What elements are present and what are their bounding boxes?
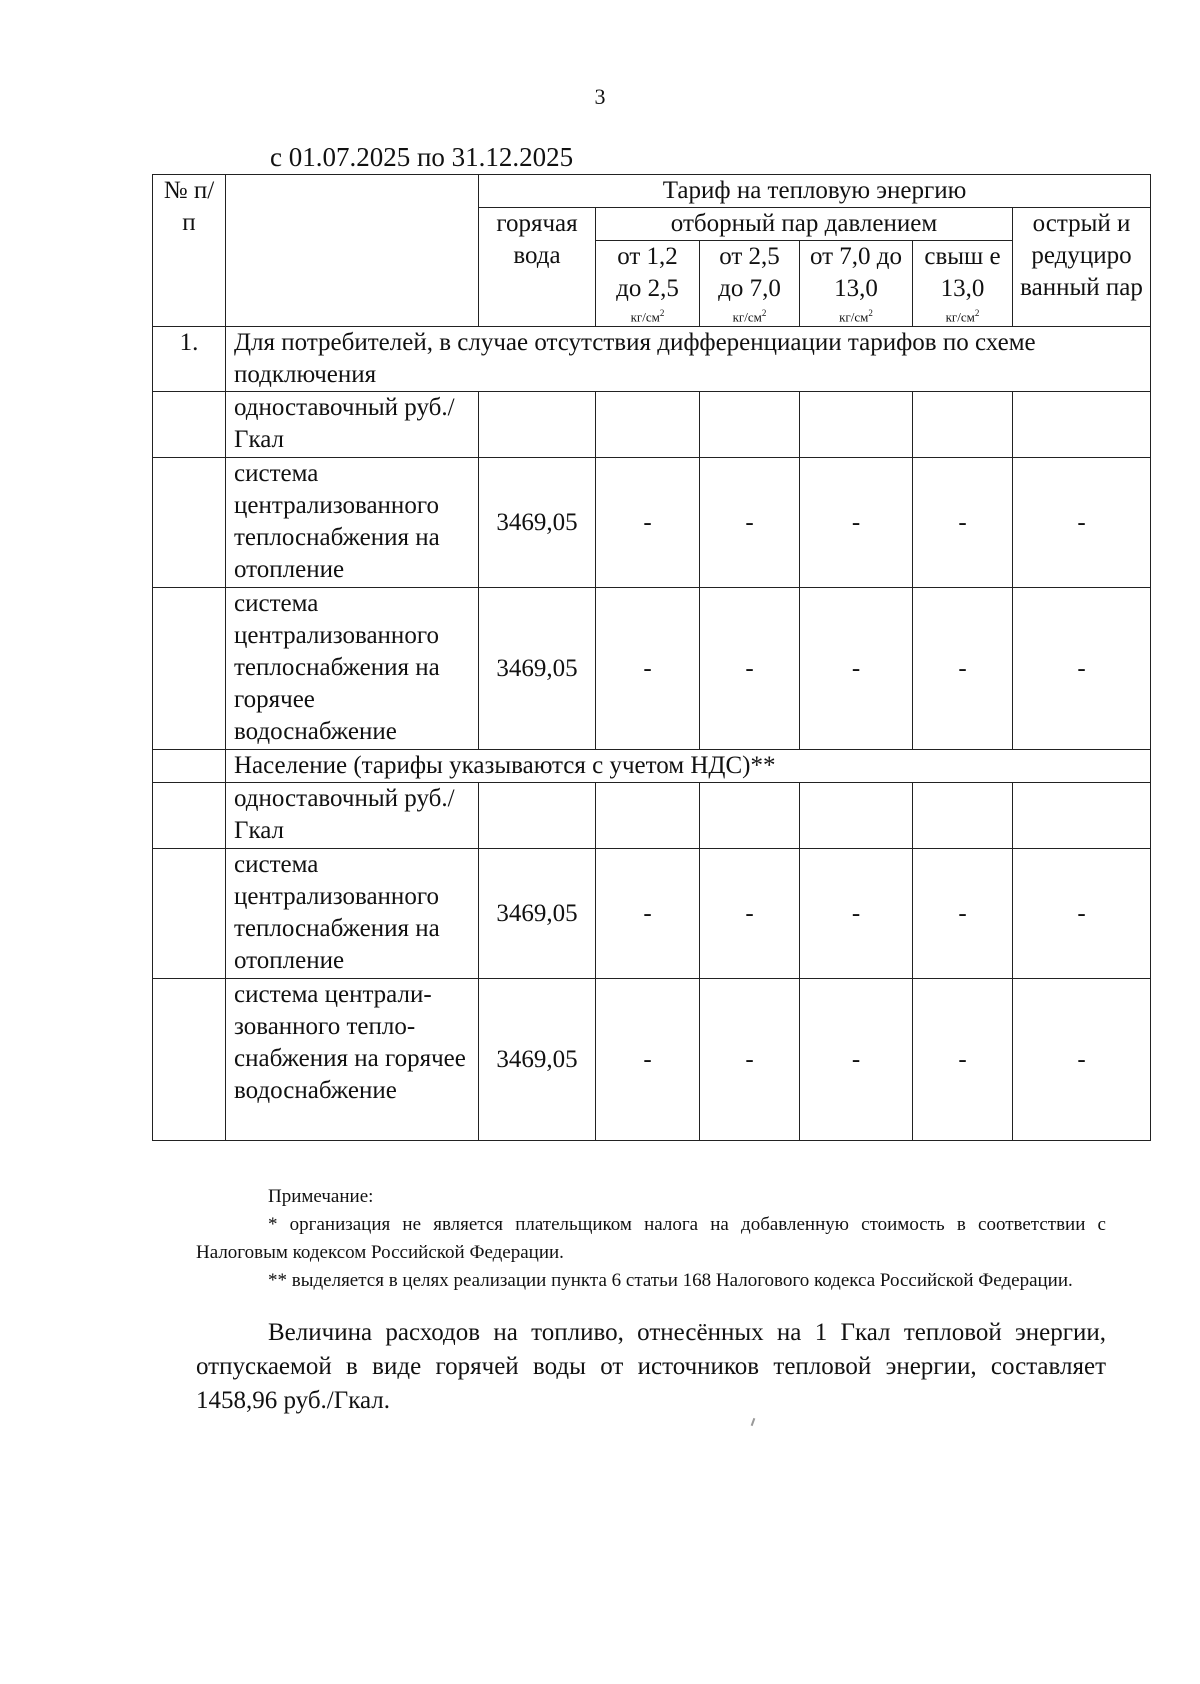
header-steam-col-1: от 1,2 до 2,5 $кг/см^2$ (596, 241, 700, 327)
row-description: система централи- зованного тепло- снабжения на горячее водоснабжение (226, 979, 479, 1141)
steam-value: - (800, 979, 913, 1141)
table-row (153, 458, 1151, 588)
sharp-steam-value: - (1013, 979, 1151, 1141)
table-row (153, 849, 1151, 979)
header-tariff-title: Тариф на тепловую энергию (479, 175, 1151, 208)
notes-heading: Примечание: (268, 1186, 374, 1207)
steam-value: - (800, 458, 913, 588)
header-blank (226, 175, 479, 327)
steam-value: - (800, 849, 913, 979)
header-steam-col-4: свыш е 13,0 $кг/см^2$ (913, 241, 1013, 327)
note-2: ** выделяется в целях реализации пункта 6 статьи 168 Налогового кодекса Российской Федерации. (268, 1270, 1073, 1291)
header-sharp-steam: острый и редуциро ванный пар (1013, 208, 1151, 327)
steam-value (800, 392, 913, 458)
steam-value: - (913, 979, 1013, 1141)
steam-value: - (596, 849, 700, 979)
header-hot-water: горячая вода (479, 208, 596, 327)
header-num: № п/п (153, 175, 226, 327)
table-row (153, 783, 1151, 849)
page-number: 3 (594, 84, 606, 109)
section-1-number: 1. (153, 327, 226, 392)
sharp-steam-value: - (1013, 458, 1151, 588)
hot-water-value: 3469,05 (479, 458, 596, 588)
sharp-steam-value: - (1013, 588, 1151, 750)
header-steam-col-3: от 7,0 до 13,0 $кг/см^2$ (800, 241, 913, 327)
steam-value (913, 783, 1013, 849)
steam-value (596, 392, 700, 458)
table-row (153, 392, 1151, 458)
hot-water-value (479, 392, 596, 458)
steam-value: - (700, 588, 800, 750)
steam-value (596, 783, 700, 849)
row-description: система централизованного теплоснабжения на отопление (226, 458, 479, 588)
hot-water-value: 3469,05 (479, 588, 596, 750)
header-steam-col-2: от 2,5 до 7,0 $кг/см^2$ (700, 241, 800, 327)
steam-value: - (800, 588, 913, 750)
steam-value: - (700, 458, 800, 588)
steam-value (800, 783, 913, 849)
sharp-steam-value (1013, 392, 1151, 458)
steam-value: - (596, 588, 700, 750)
row-description: одноставочный руб./Гкал (226, 783, 479, 849)
steam-value: - (596, 979, 700, 1141)
steam-value: - (700, 849, 800, 979)
hot-water-value: 3469,05 (479, 849, 596, 979)
sharp-steam-value (1013, 783, 1151, 849)
steam-value: - (913, 849, 1013, 979)
hot-water-value: 3469,05 (479, 979, 596, 1141)
tariff-table (152, 174, 1151, 1141)
scan-mark (751, 1418, 756, 1426)
steam-value (913, 392, 1013, 458)
section-1-title: Для потребителей, в случае отсутствия дифференциации тарифов по схеме подключения (226, 327, 1151, 392)
row-description: одноставочный руб./Гкал (226, 392, 479, 458)
section-2-title: Население (тарифы указываются с учетом НДС)** (226, 750, 1151, 783)
sharp-steam-value: - (1013, 849, 1151, 979)
header-steam-group: отборный пар давлением (596, 208, 1013, 241)
table-row (153, 979, 1151, 1141)
steam-value: - (596, 458, 700, 588)
steam-value: - (700, 979, 800, 1141)
section-2-number (153, 750, 226, 783)
steam-value (700, 392, 800, 458)
row-description: система централизованного теплоснабжения на отопление (226, 849, 479, 979)
notes-block (196, 1183, 1106, 1295)
hot-water-value (479, 783, 596, 849)
note-1: * организация не является плательщиком налога на добавленную стоимость в соответствии с Налоговым кодексом Российской Федерации. (196, 1214, 1106, 1263)
period-heading: с 01.07.2025 по 31.12.2025 (270, 142, 574, 172)
steam-value: - (913, 588, 1013, 750)
steam-value (700, 783, 800, 849)
row-description: система централизованного теплоснабжения на горячее водоснабжение (226, 588, 479, 750)
steam-value: - (913, 458, 1013, 588)
table-row (153, 588, 1151, 750)
fuel-cost-paragraph: Величина расходов на топливо, отнесённых на 1 Гкал тепловой энергии, отпускаемой в виде горячей воды от источников тепловой энергии, составляет 1458,96 руб./Гкал. (196, 1319, 1106, 1414)
